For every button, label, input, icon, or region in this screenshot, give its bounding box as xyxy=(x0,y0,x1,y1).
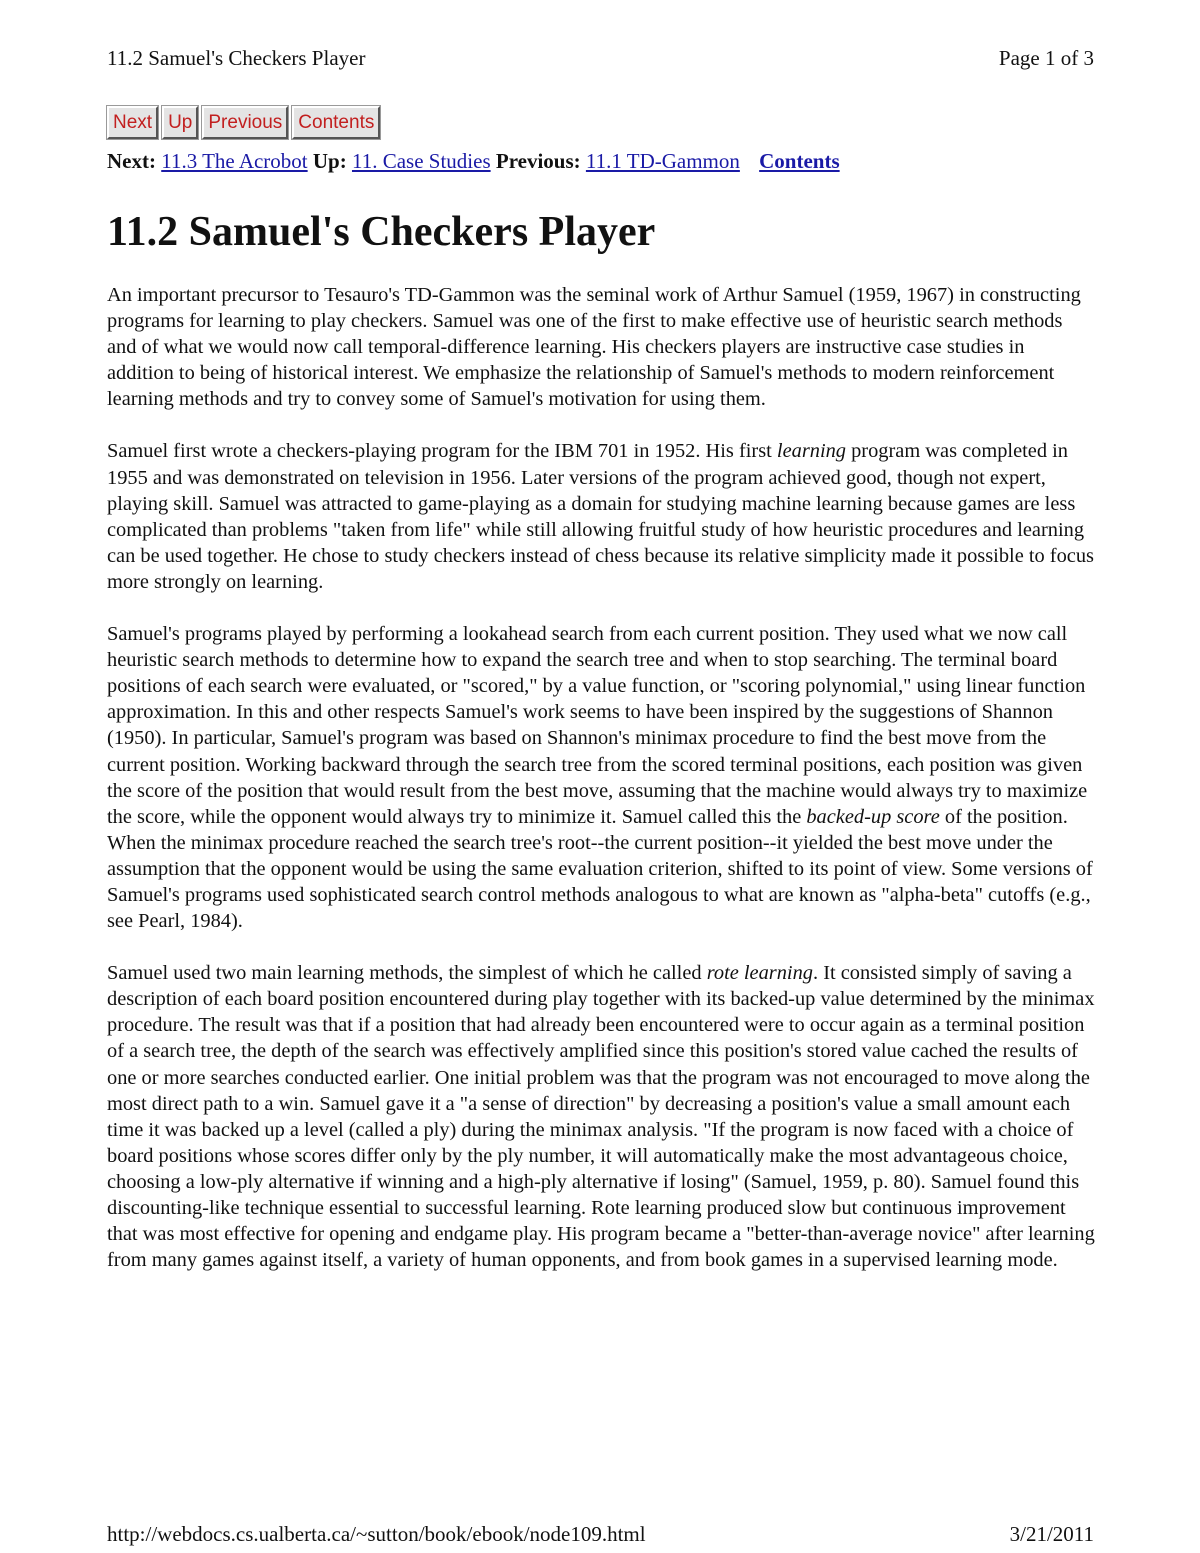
previous-link[interactable]: 11.1 TD-Gammon xyxy=(585,149,740,173)
page-title: 11.2 Samuel's Checkers Player xyxy=(107,209,656,255)
paragraph-4 xyxy=(107,960,1095,1273)
next-label: Next: xyxy=(107,149,156,173)
print-footer xyxy=(107,1522,1094,1550)
print-footer-date: 3/21/2011 xyxy=(1009,1522,1094,1546)
next-link[interactable]: 11.3 The Acrobot xyxy=(161,149,308,173)
up-link[interactable]: 11. Case Studies xyxy=(351,149,491,173)
paragraph-1: An important precursor to Tesauro's TD-Gammon was the seminal work of Arthur Samuel (1959, 1967) in constructing programs for learning to play checkers. Samuel was one of the first to make effective use of heuristic search methods and of what we would now call temporal-difference learning. His checkers players are instructive case studies in addition to being of historical interest. We emphasize the relationship of Samuel's methods to modern reinforcement learning methods and try to convey some of Samuel's motivation for using them. xyxy=(107,284,1081,411)
print-header-title: 11.2 Samuel's Checkers Player xyxy=(107,46,366,70)
paragraph-3-text-a: Samuel's programs played by performing a lookahead search from each current position. They used what we now call heuristic search methods to determine how to expand the search tree and when to stop searching. The terminal board positions of each search were evaluated, or "scored," by a value function, or "scoring polynomial," using linear function approximation. In this and other respects Samuel's work seems to have been inspired by the suggestions of Shannon (1950). In particular, Samuel's program was based on Shannon's minimax procedure to find the best move from the current position. Working backward through the search tree from the scored terminal positions, each position was given the score of the position that would result from the best move, assuming that the machine would always try to maximize the score, while the opponent would always try to minimize it. Samuel called this the xyxy=(107,623,1088,828)
paragraph-4-emphasis: rote learning xyxy=(706,962,813,985)
print-header-page-number: Page 1 of 3 xyxy=(998,46,1094,70)
paragraph-3-text-b: of the position. When the minimax procedure reached the search tree's root--the current position--it yielded the best move under the assumption that the opponent would be using the same evaluation criterion, shifted to its point of view. Some versions of Samuel's programs used sophisticated search control methods analogous to what are known as "alpha-beta" cutoffs (e.g., see Pearl, 1984). xyxy=(107,805,1093,933)
up-label: Up: xyxy=(312,149,347,173)
up-button[interactable]: Up xyxy=(162,106,198,139)
paragraph-3-emphasis: backed-up score xyxy=(806,805,940,828)
next-button[interactable]: Next xyxy=(107,106,158,139)
previous-label: Previous: xyxy=(495,149,581,173)
paragraph-4-text-b: . It consisted simply of saving a description of each board position encountered during play together with its backed-up value determined by the minimax procedure. The result was that if a position that had already been encountered were to occur again as a terminal position of a search tree, the depth of the search was effectively amplified since this position's stored value cached the results of one or more searches conducted earlier. One initial problem was that the program was not encouraged to move along the most direct path to a win. Samuel gave it a "a sense of direction" by decreasing a position's value a small amount each time it was backed up a level (called a ply) during the minimax analysis. "If the program is now faced with a choice of board positions whose scores differ only by the ply number, it will automatically make the most advantageous choice, choosing a low-ply alternative if winning and a high-ply alternative if losing" (Samuel, 1959, p. 80). Samuel found this discounting-like technique essential to successful learning. Rote learning produced slow but continuous improvement that was most effective for opening and endgame play. His program became a "better-than-average novice" after learning from many games against itself, a variety of human opponents, and from book games in a supervised learning mode. xyxy=(107,962,1095,1272)
page-content xyxy=(107,106,1095,1299)
paragraph-3 xyxy=(107,621,1095,934)
paragraph-2 xyxy=(107,438,1095,595)
paragraph-4-text-a: Samuel used two main learning methods, the simplest of which he called xyxy=(107,962,707,985)
paragraph-2-emphasis: learning xyxy=(776,440,847,463)
previous-button[interactable]: Previous xyxy=(202,106,288,139)
contents-link[interactable]: Contents xyxy=(759,149,840,173)
paragraph-2-text-a: Samuel first wrote a checkers-playing program for the IBM 701 in 1952. His first xyxy=(107,440,777,463)
article-body xyxy=(107,282,1095,1273)
paragraph-2-text-b: program was completed in 1955 and was demonstrated on television in 1956. Later versions of the program achieved good, though not expert, playing skill. Samuel was attracted to game-playing as a domain for studying machine learning because games are less complicated than problems "taken from life" while still allowing fruitful study of how heuristic procedures and learning can be used together. He chose to study checkers instead of chess because its relative simplicity made it possible to focus more strongly on learning. xyxy=(107,440,1094,593)
contents-button[interactable]: Contents xyxy=(292,106,380,139)
nav-link-bar xyxy=(107,147,1095,175)
nav-button-bar xyxy=(107,106,1095,139)
print-footer-url: http://webdocs.cs.ualberta.ca/~sutton/book/ebook/node109.html xyxy=(107,1522,646,1546)
print-header xyxy=(107,46,1094,74)
